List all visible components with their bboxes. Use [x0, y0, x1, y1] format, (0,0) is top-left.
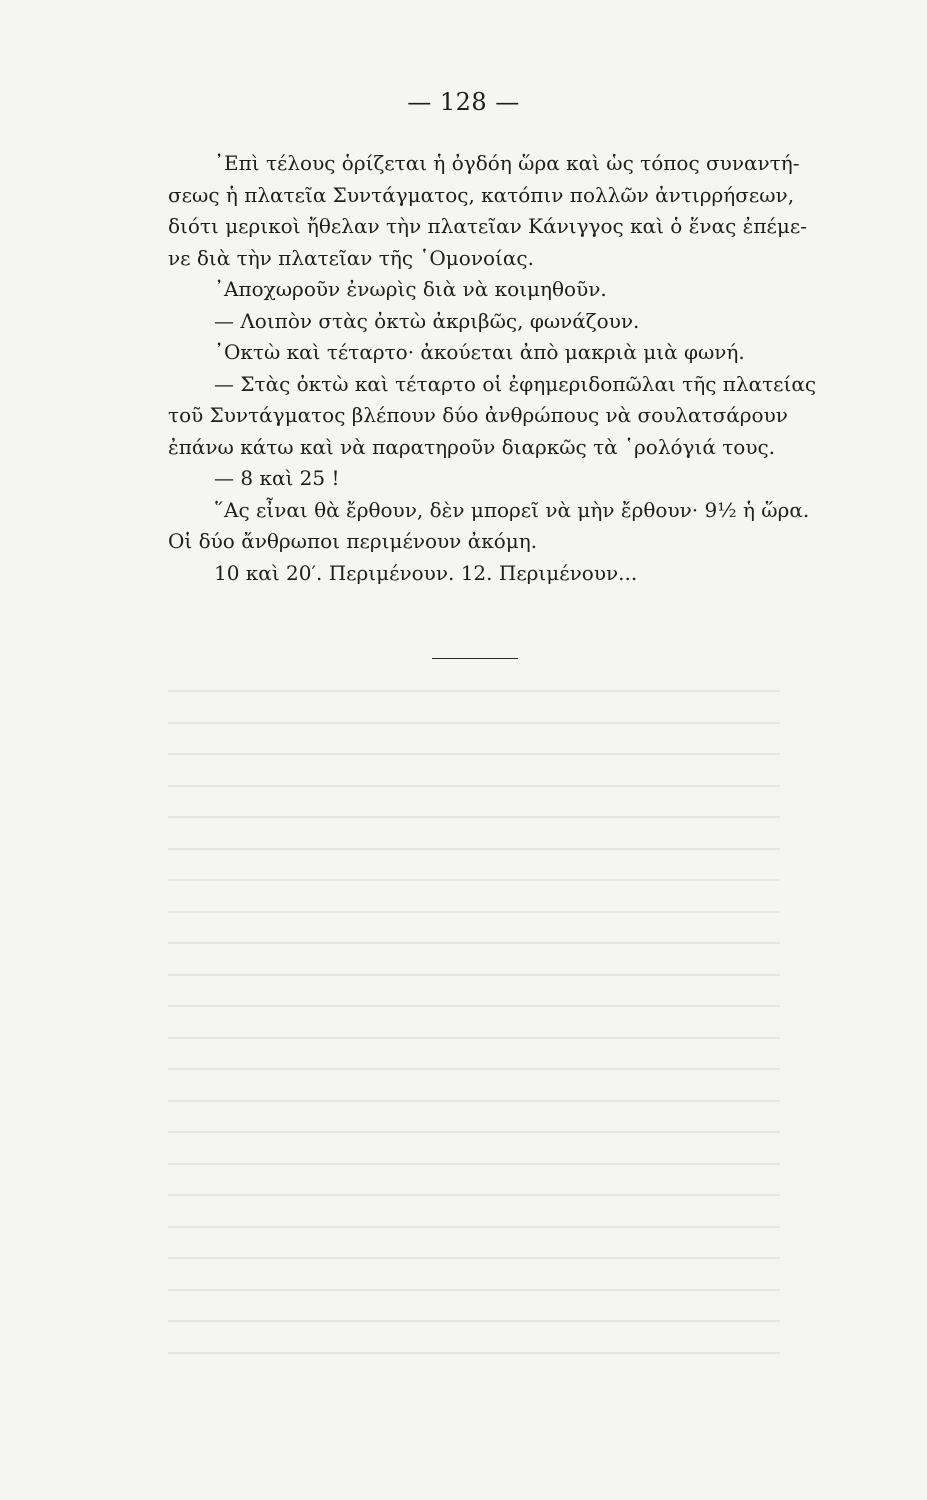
paragraph-1: [168, 148, 808, 274]
section-divider: [432, 658, 518, 659]
text-line: — Στὰς ὀκτὼ καὶ τέταρτο οἱ ἐφημεριδοπῶλαι τῆς πλατείας: [214, 371, 817, 396]
text-line: ῞Ας εἶναι θὰ ἔρθουν, δὲν μπορεῖ νὰ μὴν ἔρθουν· 9½ ἡ ὥρα.: [214, 497, 810, 522]
text-line: — Λοιπὸν στὰς ὀκτὼ ἀκριβῶς, φωνάζουν.: [214, 308, 640, 333]
text-line: 10 καὶ 20′. Περιμένουν. 12. Περιμένουν...: [214, 560, 638, 585]
paragraph-4: [168, 337, 780, 369]
text-line: τοῦ Συντάγματος βλέπουν δύο ἀνθρώπους νὰ σουλατσάρουν: [168, 403, 788, 427]
paragraph-9: [168, 558, 780, 590]
paragraph-2: [168, 274, 780, 306]
text-line: διότι μερικοὶ ἤθελαν τὴν πλατεῖαν Κάνιγγος καὶ ὁ ἕνας ἐπέμε-: [168, 214, 808, 238]
text-line: ἐπάνω κάτω καὶ νὰ παρατηροῦν διαρκῶς τὰ ῾ρολόγιά τους.: [168, 434, 776, 459]
text-line: σεως ἡ πλατεῖα Συντάγματος, κατόπιν πολλῶν ἀντιρρήσεων,: [168, 182, 795, 207]
text-line: ᾿Αποχωροῦν ἐνωρὶς διὰ νὰ κοιμηθοῦν.: [214, 277, 607, 301]
text-line: — 8 καὶ 25 !: [214, 466, 340, 490]
paragraph-3: [168, 306, 780, 338]
body-text: [168, 148, 817, 589]
paragraph-7: [168, 495, 810, 527]
text-line: Οἱ δύο ἄνθρωποι περιμένουν ἀκόμη.: [168, 529, 538, 553]
paragraph-8: [168, 526, 780, 558]
text-line: ᾿Οκτὼ καὶ τέταρτο· ἀκούεται ἀπὸ μακριὰ μιὰ φωνή.: [214, 340, 745, 364]
paragraph-5: [168, 369, 817, 464]
text-line: ᾿Επὶ τέλους ὁρίζεται ἡ ὀγδόη ὥρα καὶ ὡς τόπος συναντή-: [214, 151, 800, 175]
show-through-text: [168, 690, 780, 1390]
page-number: — 128 —: [407, 88, 520, 116]
text-line: νε διὰ τὴν πλατεῖαν τῆς ῾Ομονοίας.: [168, 245, 534, 270]
paragraph-6: [168, 463, 780, 495]
